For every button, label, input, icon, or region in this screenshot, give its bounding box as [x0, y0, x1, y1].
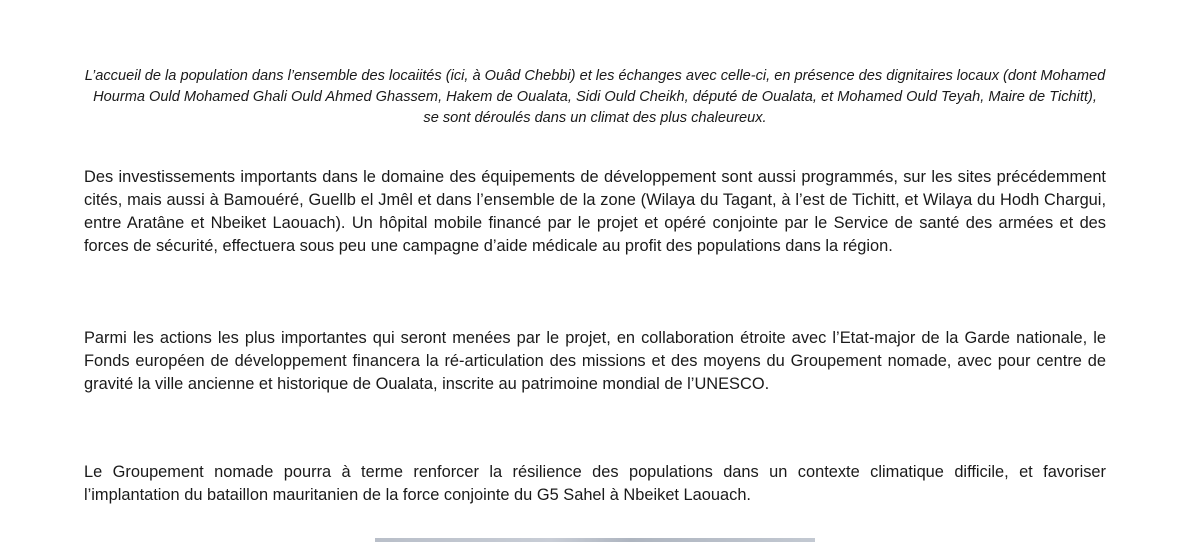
- paragraph-investments: Des investissements importants dans le domaine des équipements de développement sont aussi programmés, sur les sites précédemment cités, mais aussi à Bamouéré, Guellb el Jmêl et dans l’ensemble de la zone (Wilaya du Tagant, à l’est de Tichitt, et Wilaya du Hodh Chargui, entre Aratâne et Nbeiket Laouach). Un hôpital mobile financé par le projet et opéré conjointe par le Service de santé des armées et des forces de sécurité, effectuera sous peu une campagne d’aide médicale au profit des populations dans la région.: [84, 168, 1106, 255]
- photo-caption: L’accueil de la population dans l’ensemble des locaiités (ici, à Ouâd Chebbi) et les échanges avec celle-ci, en présence des dignitaires locaux (dont Mohamed Hourma Ould Mohamed Ghali Ould Ahmed Ghassem, Hakem de Oualata, Sidi Ould Cheikh, député de Oualata, et Mohamed Ould Teyah, Maire de Tichitt), se sont déroulés dans un climat des plus chaleureux.: [84, 68, 1106, 126]
- photo-image: [375, 538, 815, 542]
- paragraph-resilience: Le Groupement nomade pourra à terme renforcer la résilience des populations dans un contexte climatique difficile, et favoriser l’implantation du bataillon mauritanien de la force conjointe du G5 Sahel à Nbeiket Laouach.: [84, 463, 1106, 504]
- paragraph-actions: Parmi les actions les plus importantes qui seront menées par le projet, en collaboration étroite avec l’Etat-major de la Garde nationale, le Fonds européen de développement financera la ré-articulation des missions et des moyens du Groupement nomade, avec pour centre de gravité la ville ancienne et historique de Oualata, inscrite au patrimoine mondial de l’UNESCO.: [84, 329, 1106, 393]
